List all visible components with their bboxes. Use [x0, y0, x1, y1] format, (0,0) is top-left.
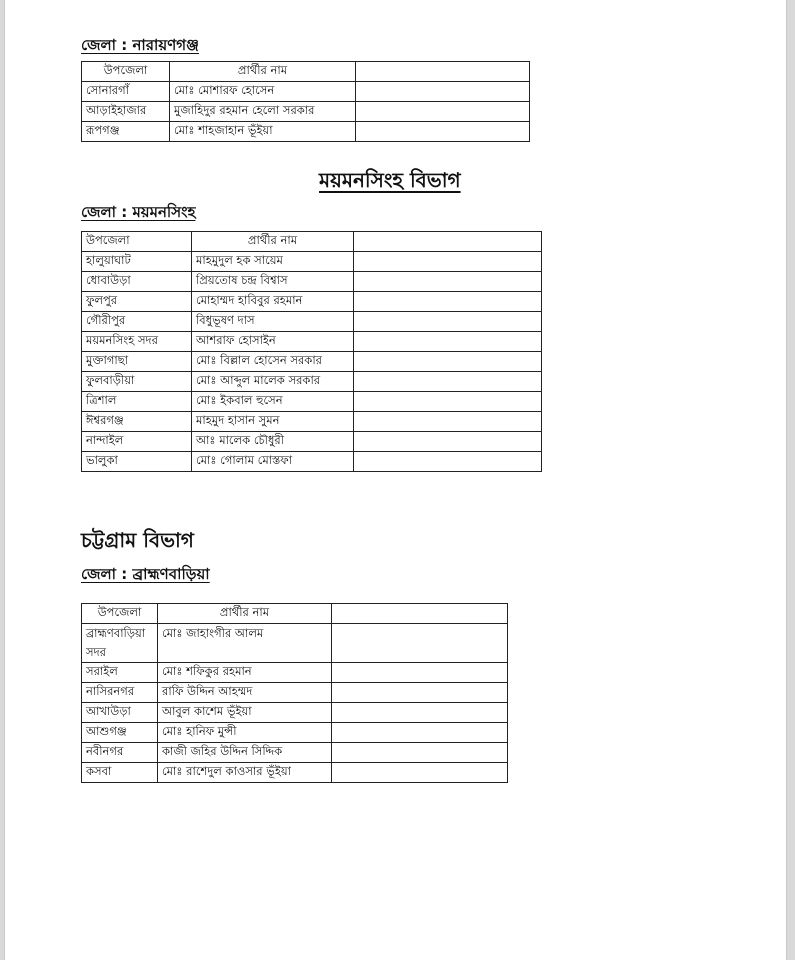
- upazila-cell: আড়াইহাজার: [82, 102, 170, 122]
- table-row: [82, 703, 508, 723]
- column-header-blank: [354, 232, 542, 252]
- candidate-cell: মোঃ মোশারফ হোসেন: [170, 82, 356, 102]
- upazila-cell: মুক্তাগাছা: [82, 352, 192, 372]
- upazila-cell: গৌরীপুর: [82, 312, 192, 332]
- table-row: [82, 412, 542, 432]
- upazila-cell: ফুলপুর: [82, 292, 192, 312]
- table-row: [82, 624, 508, 663]
- blank-cell: [354, 252, 542, 272]
- candidate-cell: মোহাম্মদ হাবিবুর রহমান: [192, 292, 354, 312]
- upazila-cell: ঈশ্বরগঞ্জ: [82, 412, 192, 432]
- table-row: [82, 743, 508, 763]
- blank-cell: [354, 372, 542, 392]
- upazila-cell: ফুলবাড়ীয়া: [82, 372, 192, 392]
- upazila-cell: হালুয়াঘাট: [82, 252, 192, 272]
- upazila-cell: কসবা: [82, 763, 158, 783]
- upazila-cell: নান্দাইল: [82, 432, 192, 452]
- table-row: [82, 352, 542, 372]
- blank-cell: [332, 624, 508, 663]
- division-heading-chattogram: চট্টগ্রাম বিভাগ: [81, 528, 194, 552]
- blank-cell: [354, 332, 542, 352]
- table-header-row: [82, 232, 542, 252]
- upazila-cell: নাসিরনগর: [82, 683, 158, 703]
- candidate-cell: মাহমুদ হাসান সুমন: [192, 412, 354, 432]
- table-row: [82, 272, 542, 292]
- column-header-upazila: উপজেলা: [82, 604, 158, 624]
- candidate-cell: রাফি উদ্দিন আহম্মদ: [158, 683, 332, 703]
- table-row: [82, 763, 508, 783]
- document-page: [4, 0, 787, 960]
- district-heading-brahmanbaria: জেলা : ব্রাহ্মণবাড়িয়া: [81, 565, 210, 583]
- blank-cell: [332, 683, 508, 703]
- table-header-row: [82, 62, 530, 82]
- candidate-cell: মোঃ রাশেদুল কাওসার ভূঁইয়া: [158, 763, 332, 783]
- blank-cell: [354, 312, 542, 332]
- division-heading-mymensingh: ময়মনসিংহ বিভাগ: [319, 168, 461, 192]
- upazila-cell: রূপগঞ্জ: [82, 122, 170, 142]
- table-row: [82, 372, 542, 392]
- table-row: [82, 292, 542, 312]
- table-header-row: [82, 604, 508, 624]
- table-row: [82, 82, 530, 102]
- candidate-cell: মোঃ শফিকুর রহমান: [158, 663, 332, 683]
- blank-cell: [354, 432, 542, 452]
- upazila-cell: আশুগঞ্জ: [82, 723, 158, 743]
- blank-cell: [354, 392, 542, 412]
- upazila-cell: নবীনগর: [82, 743, 158, 763]
- candidate-table-mymensingh: [81, 231, 542, 472]
- table-row: [82, 252, 542, 272]
- blank-cell: [354, 272, 542, 292]
- upazila-cell: ভালুকা: [82, 452, 192, 472]
- upazila-cell: ময়মনসিংহ সদর: [82, 332, 192, 352]
- candidate-cell: আশরাফ হোসাইন: [192, 332, 354, 352]
- candidate-table-narayanganj: [81, 61, 530, 142]
- blank-cell: [356, 82, 530, 102]
- table-row: [82, 122, 530, 142]
- table-row: [82, 723, 508, 743]
- candidate-cell: মোঃ শাহজাহান ভূঁইয়া: [170, 122, 356, 142]
- district-heading-narayanganj: জেলা : নারায়ণগঞ্জ: [81, 36, 199, 54]
- column-header-candidate: প্রার্থীর নাম: [158, 604, 332, 624]
- candidate-cell: মাহমুদুল হক সায়েম: [192, 252, 354, 272]
- candidate-cell: মোঃ গোলাম মোস্তফা: [192, 452, 354, 472]
- upazila-cell: ধোবাউড়া: [82, 272, 192, 292]
- candidate-cell: মোঃ বিল্লাল হোসেন সরকার: [192, 352, 354, 372]
- candidate-cell: প্রিয়তোষ চন্দ্র বিশ্বাস: [192, 272, 354, 292]
- table-row: [82, 392, 542, 412]
- blank-cell: [332, 743, 508, 763]
- candidate-cell: মোঃ জাহাংগীর আলম: [158, 624, 332, 663]
- upazila-cell: সরাইল: [82, 663, 158, 683]
- column-header-blank: [332, 604, 508, 624]
- district-heading-mymensingh: জেলা : ময়মনসিংহ: [81, 203, 196, 221]
- blank-cell: [354, 412, 542, 432]
- blank-cell: [332, 663, 508, 683]
- column-header-upazila: উপজেলা: [82, 62, 170, 82]
- blank-cell: [354, 352, 542, 372]
- blank-cell: [354, 292, 542, 312]
- candidate-cell: মুজাহিদুর রহমান হেলো সরকার: [170, 102, 356, 122]
- table-row: [82, 312, 542, 332]
- table-row: [82, 432, 542, 452]
- candidate-cell: মোঃ হানিফ মুন্সী: [158, 723, 332, 743]
- blank-cell: [356, 122, 530, 142]
- candidate-cell: বিধুভূষণ দাস: [192, 312, 354, 332]
- table-row: [82, 452, 542, 472]
- candidate-cell: আবুল কাশেম ভূঁইয়া: [158, 703, 332, 723]
- column-header-candidate: প্রার্থীর নাম: [170, 62, 356, 82]
- candidate-cell: আঃ মালেক চৌধুরী: [192, 432, 354, 452]
- candidate-cell: মোঃ আব্দুল মালেক সরকার: [192, 372, 354, 392]
- table-row: [82, 663, 508, 683]
- upazila-cell: আখাউড়া: [82, 703, 158, 723]
- upazila-cell: সোনারগাঁ: [82, 82, 170, 102]
- blank-cell: [332, 723, 508, 743]
- upazila-cell: ব্রাহ্মণবাড়িয়া সদর: [82, 624, 158, 663]
- blank-cell: [332, 763, 508, 783]
- table-row: [82, 332, 542, 352]
- blank-cell: [354, 452, 542, 472]
- blank-cell: [332, 703, 508, 723]
- column-header-blank: [356, 62, 530, 82]
- candidate-cell: মোঃ ইকবাল হুসেন: [192, 392, 354, 412]
- table-row: [82, 102, 530, 122]
- upazila-cell: ত্রিশাল: [82, 392, 192, 412]
- table-row: [82, 683, 508, 703]
- blank-cell: [356, 102, 530, 122]
- candidate-cell: কাজী জহির উদ্দিন সিদ্দিক: [158, 743, 332, 763]
- column-header-candidate: প্রার্থীর নাম: [192, 232, 354, 252]
- candidate-table-brahmanbaria: [81, 603, 508, 783]
- column-header-upazila: উপজেলা: [82, 232, 192, 252]
